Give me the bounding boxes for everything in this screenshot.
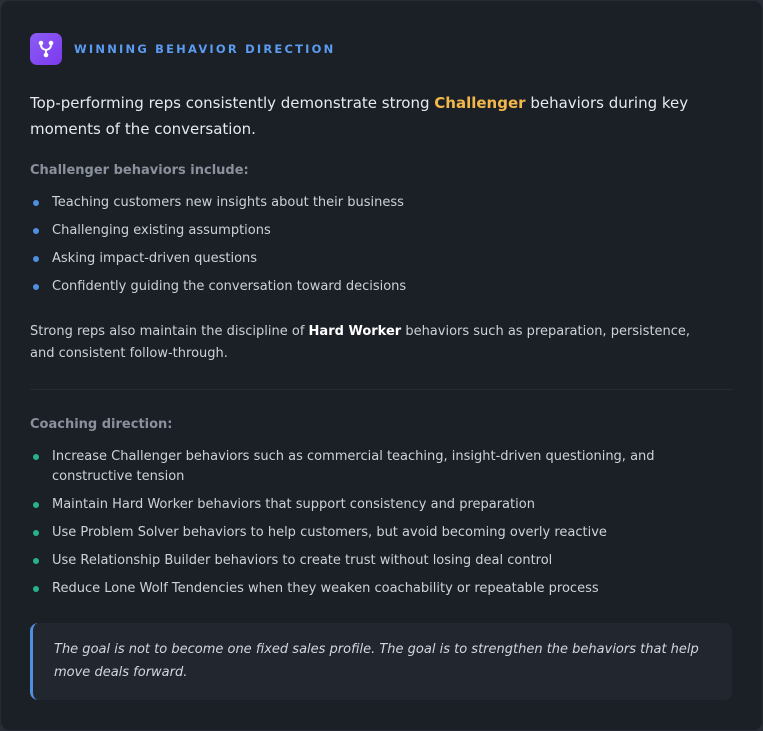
list-item <box>30 277 730 297</box>
list-item <box>30 193 730 213</box>
bullet-dot <box>33 228 39 234</box>
card-title: WINNING BEHAVIOR DIRECTION <box>74 42 336 56</box>
bullet-dot <box>33 200 39 206</box>
bullet-dot <box>33 284 39 290</box>
bullet-dot <box>33 454 39 460</box>
coaching-section-label: Coaching direction: <box>30 417 173 432</box>
list-item <box>30 495 730 515</box>
list-item-text: Use Relationship Builder behaviors to create trust without losing deal control <box>52 553 553 568</box>
bullet-dot <box>33 502 39 508</box>
bullet-dot <box>33 558 39 564</box>
challenger-list <box>30 193 730 305</box>
list-item-text: Challenging existing assumptions <box>52 223 271 238</box>
coaching-list <box>30 447 730 607</box>
goal-callout <box>30 623 732 700</box>
goal-callout-text: The goal is not to become one fixed sales profile. The goal is to strengthen the behaviors that help move deals forward. <box>54 642 699 680</box>
list-item <box>30 579 730 599</box>
intro-after: behaviors during key moments of the conversation. <box>30 94 689 138</box>
intro-text <box>30 90 740 142</box>
list-item <box>30 447 730 487</box>
list-item <box>30 523 730 543</box>
list-item-text: Reduce Lone Wolf Tendencies when they weaken coachability or repeatable process <box>52 581 599 596</box>
list-item <box>30 551 730 571</box>
hard-worker-paragraph <box>30 321 710 365</box>
hard-worker-bold: Hard Worker <box>308 324 402 339</box>
list-item-text: Use Problem Solver behaviors to help customers, but avoid becoming overly reactive <box>52 525 607 540</box>
bullet-dot <box>33 530 39 536</box>
list-item-text: Maintain Hard Worker behaviors that support consistency and preparation <box>52 497 535 512</box>
challenger-section-label: Challenger behaviors include: <box>30 163 249 178</box>
list-item-text: Confidently guiding the conversation toward decisions <box>52 279 407 294</box>
branch-fork-icon <box>30 33 62 65</box>
bullet-dot <box>33 586 39 592</box>
list-item-text: Asking impact-driven questions <box>52 251 258 266</box>
intro-highlight: Challenger <box>434 94 526 112</box>
list-item <box>30 249 730 269</box>
list-item <box>30 221 730 241</box>
bullet-dot <box>33 256 39 262</box>
card-header <box>30 33 335 65</box>
hard-worker-before: Strong reps also maintain the discipline of <box>30 324 309 339</box>
intro-before: Top-performing reps consistently demonstrate strong <box>30 94 435 112</box>
list-item-text: Teaching customers new insights about their business <box>52 195 404 210</box>
hard-worker-after: behaviors such as preparation, persistence, and consistent follow-through. <box>30 324 691 361</box>
section-divider <box>30 389 733 390</box>
list-item-text: Increase Challenger behaviors such as commercial teaching, insight-driven questioning, and constructive tension <box>52 449 655 484</box>
